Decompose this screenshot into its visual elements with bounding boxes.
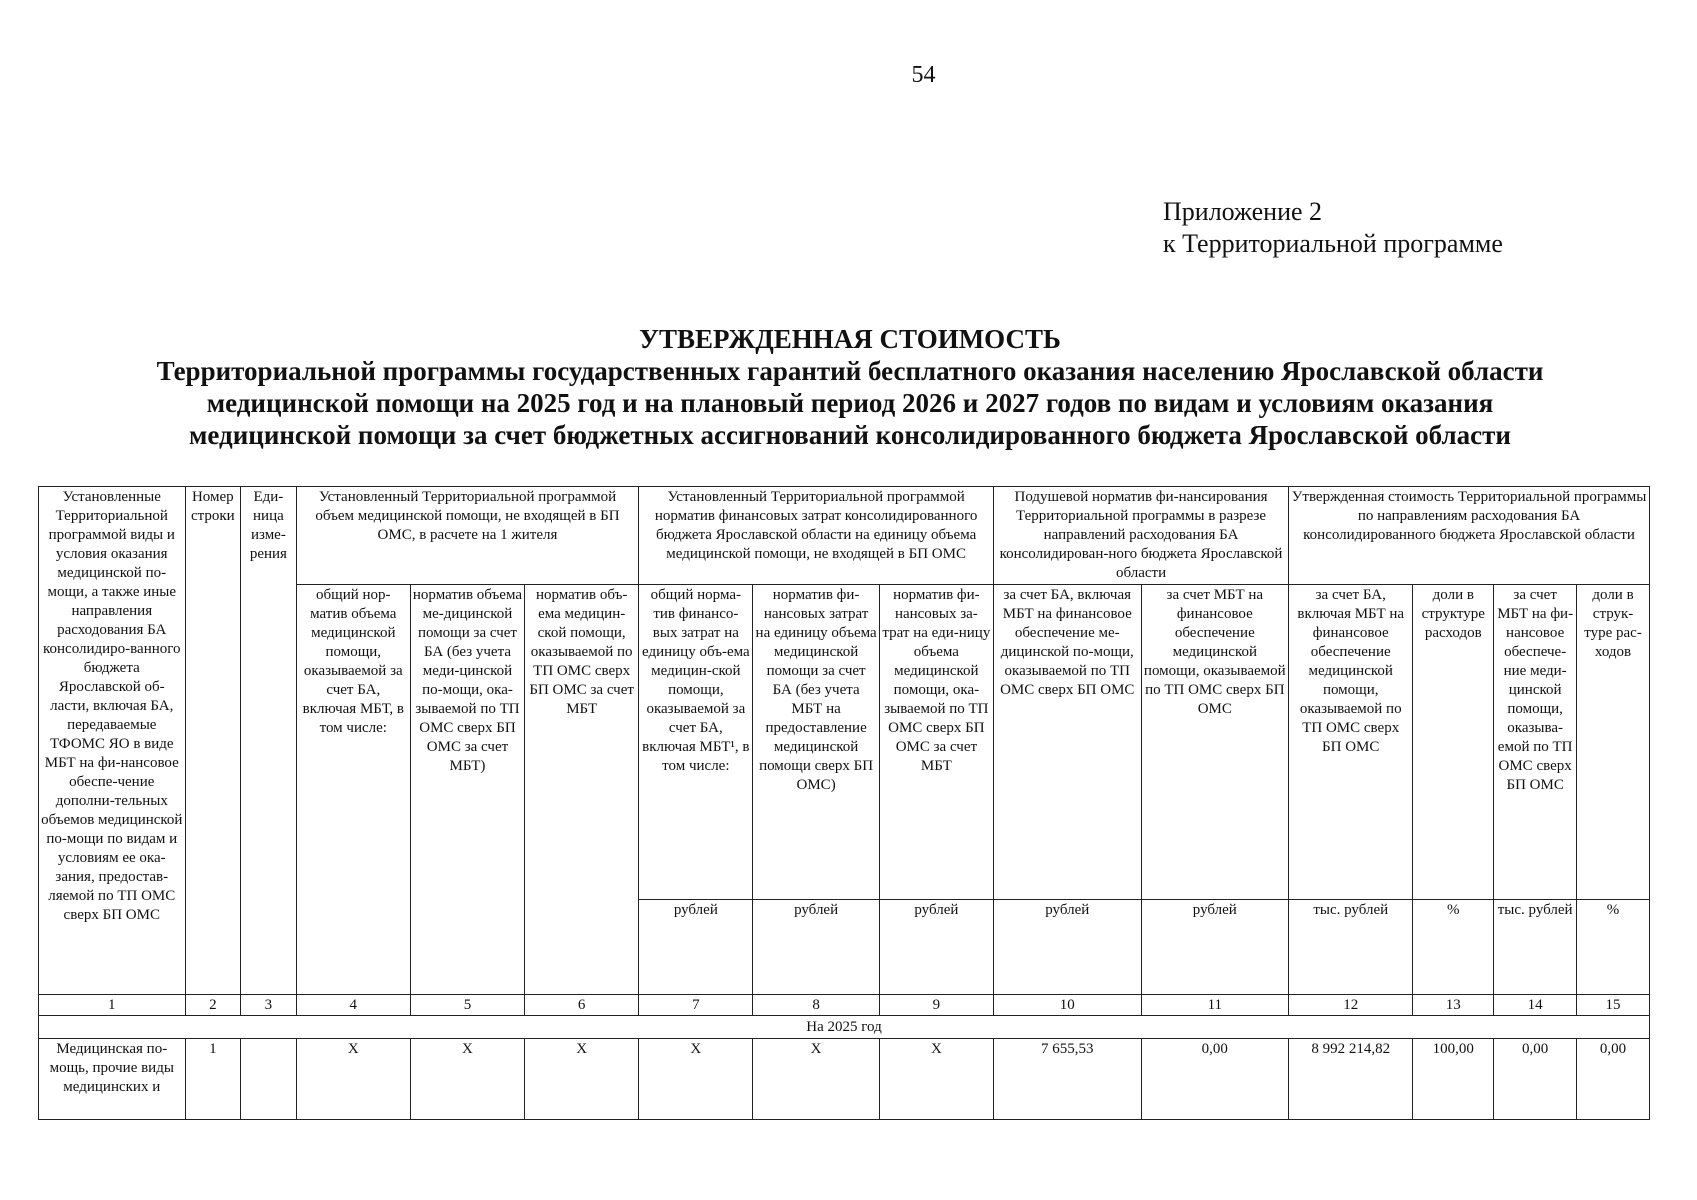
column-number: 1 [39,995,186,1016]
header-col-15: доли в струк-туре рас-ходов [1577,585,1650,900]
row-cell-col-6: X [525,1039,639,1120]
header-col-6: норматив объ-ема медицин-ской помощи, оказываемой по ТП ОМС сверх БП ОМС за счет МБТ [525,585,639,995]
appendix-note [1163,196,1503,260]
header-col-14: за счет МБТ на фи-нансовое обеспече-ние меди-цинской помощи, оказыва-емой по ТП ОМС сверх БП ОМС [1494,585,1577,900]
header-group-cost-norm: Установленный Территориальной программой норматив финансовых затрат консолидированного бюджета Ярославской области на единицу объема медицинской помощи, не входящей в БП ОМС [639,487,994,585]
cost-table [38,486,1650,1120]
row-cell-col-15: 0,00 [1577,1039,1650,1120]
column-number: 8 [753,995,879,1016]
header-col-11: за счет МБТ на финансовое обеспечение медицинской помощи, оказываемой по ТП ОМС сверх БП ОМС [1141,585,1289,900]
header-service-type: Установленные Территориальной программой виды и условия оказания медицинской по-мощи, а также иные направления расходования БА консолидиро-ванного бюджета Ярославской об-ласти, включая БА, передаваемые ТФОМС ЯО в виде МБТ на фи-нансовое обеспе-чение дополни-тельных объемов медицинской по-мощи по видам и условиям ее ока-зания, предостав-ляемой по ТП ОМС сверх БП ОМС [39,487,186,995]
document-title [60,323,1640,451]
header-col-13: доли в структуре расходов [1413,585,1494,900]
column-number: 7 [639,995,753,1016]
unit-label: тыс. рублей [1289,900,1413,995]
row-cell-col-5: X [410,1039,524,1120]
unit-label: рублей [879,900,993,995]
row-cell-col-10: 7 655,53 [993,1039,1141,1120]
header-col-8: норматив фи-нансовых затрат на единицу объема медицинской помощи за счет БА (без учета МБТ на предоставление медицинской помощи сверх БП ОМС) [753,585,879,900]
column-number: 10 [993,995,1141,1016]
unit-label: рублей [1141,900,1289,995]
header-col-4: общий нор-матив объема медицинской помощи, оказываемой за счет БА, включая МБТ, в том числе: [296,585,410,995]
column-number-row [39,995,1650,1016]
unit-label: рублей [753,900,879,995]
row-cell-col-13: 100,00 [1413,1039,1494,1120]
header-col-7: общий норма-тив финансо-вых затрат на единицу объ-ема медицин-ской помощи, оказываемой за счет БА, включая МБТ¹, в том числе: [639,585,753,900]
title-line-1: УТВЕРЖДЕННАЯ СТОИМОСТЬ [639,324,1061,354]
column-number: 6 [525,995,639,1016]
title-line-3: медицинской помощи на 2025 год и на плановый период 2026 и 2027 годов по видам и условиям оказания [206,388,1494,418]
column-number: 4 [296,995,410,1016]
appendix-line-1: Приложение 2 [1163,197,1323,226]
unit-label: % [1577,900,1650,995]
header-col-9: норматив фи-нансовых за-трат на еди-ницу объема медицинской помощи, ока-зываемой по ТП ОМС сверх БП ОМС за счет МБТ [879,585,993,900]
section-row [39,1016,1650,1039]
row-cell-col-14: 0,00 [1494,1039,1577,1120]
header-col-5: норматив объема ме-дицинской помощи за счет БА (без учета меди-цинской по-мощи, ока-зываемой по ТП ОМС сверх БП ОМС за счет МБТ) [410,585,524,995]
column-number: 12 [1289,995,1413,1016]
table-row [39,1039,1650,1120]
unit-label: % [1413,900,1494,995]
header-group-volume: Установленный Территориальной программой объем медицинской помощи, не входящей в БП ОМС, в расчете на 1 жителя [296,487,639,585]
column-number: 13 [1413,995,1494,1016]
column-number: 15 [1577,995,1650,1016]
row-service-name: Медицинская по-мощь, прочие виды медицинских и [39,1039,186,1120]
header-row-groups [39,487,1650,585]
row-cell-col-7: X [639,1039,753,1120]
section-label: На 2025 год [39,1016,1650,1039]
row-unit [241,1039,297,1120]
appendix-line-2: к Территориальной программе [1163,229,1503,258]
row-cell-col-12: 8 992 214,82 [1289,1039,1413,1120]
header-group-approved-cost: Утвержденная стоимость Территориальной программы по направлениям расходования БА консолидированного бюджета Ярославской области [1289,487,1650,585]
header-group-per-capita: Подушевой норматив фи-нансирования Территориальной программы в разрезе направлений расходования БА консолидирован-ного бюджета Ярославской области [993,487,1288,585]
column-number: 5 [410,995,524,1016]
title-line-4: медицинской помощи за счет бюджетных ассигнований консолидированного бюджета Ярославской области [189,420,1511,450]
header-line-number: Номер строки [185,487,241,995]
row-line-number: 1 [185,1039,241,1120]
column-number: 2 [185,995,241,1016]
column-number: 9 [879,995,993,1016]
row-cell-col-11: 0,00 [1141,1039,1289,1120]
row-cell-col-4: X [296,1039,410,1120]
column-number: 14 [1494,995,1577,1016]
page-number: 54 [911,62,936,88]
column-number: 11 [1141,995,1289,1016]
header-col-10: за счет БА, включая МБТ на финансовое обеспечение ме-дицинской по-мощи, оказываемой по ТП ОМС сверх БП ОМС [993,585,1141,900]
header-unit: Еди-ница изме-рения [241,487,297,995]
row-cell-col-8: X [753,1039,879,1120]
header-col-12: за счет БА, включая МБТ на финансовое обеспечение медицинской помощи, оказываемой по ТП ОМС сверх БП ОМС [1289,585,1413,900]
unit-label: рублей [993,900,1141,995]
unit-label: рублей [639,900,753,995]
column-number: 3 [241,995,297,1016]
row-cell-col-9: X [879,1039,993,1120]
unit-label: тыс. рублей [1494,900,1577,995]
title-line-2: Территориальной программы государственных гарантий бесплатного оказания населению Ярославской области [156,356,1544,386]
